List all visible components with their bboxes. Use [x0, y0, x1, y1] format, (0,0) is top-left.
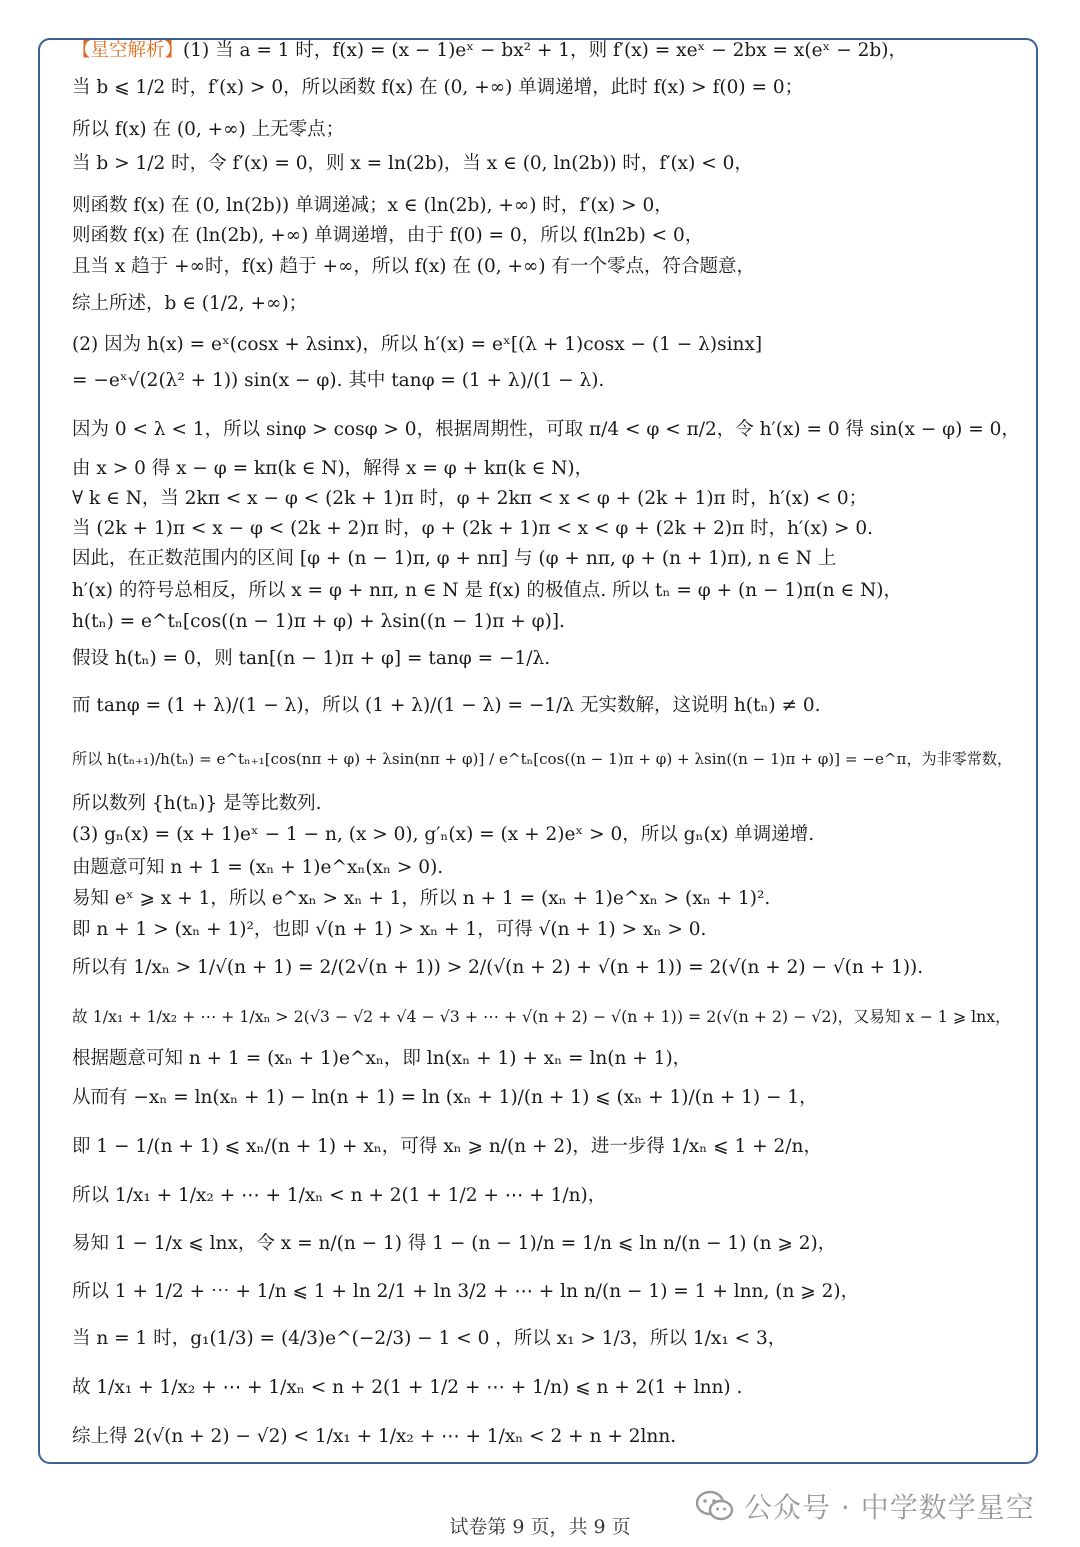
solution-line: = −eˣ√(2(λ² + 1)) sin(x − φ). 其中 tanφ = (1 + λ)/(1 − λ). — [72, 370, 605, 391]
solution-line: 而 tanφ = (1 + λ)/(1 − λ)，所以 (1 + λ)/(1 − λ) = −1/λ 无实数解，这说明 h(tₙ) ≠ 0. — [72, 695, 821, 716]
page-footer: 试卷第 9 页，共 9 页 — [449, 1516, 631, 1538]
solution-line: 所以 f(x) 在 (0, +∞) 上无零点； — [72, 119, 345, 140]
solution-line: 根据题意可知 n + 1 = (xₙ + 1)e^xₙ，即 ln(xₙ + 1) + xₙ = ln(n + 1)， — [72, 1048, 692, 1069]
solution-line: 且当 x 趋于 +∞时，f(x) 趋于 +∞，所以 f(x) 在 (0, +∞) 有一个零点，符合题意， — [72, 256, 755, 277]
solution-line: 当 b ⩽ 1/2 时，f′(x) > 0，所以函数 f(x) 在 (0, +∞) 单调递增，此时 f(x) > f(0) = 0； — [72, 77, 804, 98]
solution-line: 故 1/x₁ + 1/x₂ + ⋯ + 1/xₙ < n + 2(1 + 1/2 + ⋯ + 1/n) ⩽ n + 2(1 + lnn) . — [72, 1377, 743, 1398]
solution-line: 当 (2k + 1)π < x − φ < (2k + 2)π 时，φ + (2k + 1)π < x < φ + (2k + 2)π 时，h′(x) > 0. — [72, 518, 874, 539]
solution-line: 则函数 f(x) 在 (ln(2b), +∞) 单调递增，由于 f(0) = 0，所以 f(ln2b) < 0， — [72, 225, 704, 246]
solution-line-1: 【星空解析】(1) 当 a = 1 时，f(x) = (x − 1)eˣ − bx² + 1，则 f′(x) = xeˣ − 2bx = x(eˣ − 2b)， — [72, 40, 907, 61]
solution-line: 从而有 −xₙ = ln(xₙ + 1) − ln(n + 1) = ln (xₙ + 1)/(n + 1) ⩽ (xₙ + 1)/(n + 1) − 1， — [72, 1087, 818, 1108]
solution-line: h′(x) 的符号总相反，所以 x = φ + nπ, n ∈ N 是 f(x) 的极值点. 所以 tₙ = φ + (n − 1)π(n ∈ N)， — [72, 580, 902, 601]
watermark-text: 公众号 · 中学数学星空 — [744, 1491, 1035, 1524]
solution-line: (2) 因为 h(x) = eˣ(cosx + λsinx)，所以 h′(x) = eˣ[(λ + 1)cosx − (1 − λ)sinx] — [72, 334, 763, 355]
solution-line: ∀ k ∈ N，当 2kπ < x − φ < (2k + 1)π 时，φ + 2kπ < x < φ + (2k + 1)π 时，h′(x) < 0； — [72, 488, 868, 509]
solution-line: 由题意可知 n + 1 = (xₙ + 1)e^xₙ(xₙ > 0). — [72, 857, 444, 878]
solution-line: 易知 eˣ ⩾ x + 1，所以 e^xₙ > xₙ + 1，所以 n + 1 = (xₙ + 1)e^xₙ > (xₙ + 1)². — [72, 888, 771, 909]
solution-line: 当 n = 1 时，g₁(1/3) = (4/3)e^(−2/3) − 1 < 0 ，所以 x₁ > 1/3，所以 1/x₁ < 3， — [72, 1328, 787, 1349]
solution-line: 所以 1 + 1/2 + ⋯ + 1/n ⩽ 1 + ln 2/1 + ln 3/2 + ⋯ + ln n/(n − 1) = 1 + lnn, (n ⩾ 2)， — [72, 1281, 860, 1302]
solution-line: 所以 1/x₁ + 1/x₂ + ⋯ + 1/xₙ < n + 2(1 + 1/2 + ⋯ + 1/n)， — [72, 1185, 607, 1206]
solution-line: 因此，在正数范围内的区间 [φ + (n − 1)π, φ + nπ] 与 (φ + nπ, φ + (n + 1)π), n ∈ N 上 — [72, 548, 837, 569]
solution-line: 所以 h(tₙ₊₁)/h(tₙ) = e^tₙ₊₁[cos(nπ + φ) + λsin(nπ + φ)] / e^tₙ[cos((n − 1)π + φ) + λsin((n − 1)π + φ)] = −e^π，为非零常数， — [72, 750, 1013, 768]
solution-line: 当 b > 1/2 时，令 f′(x) = 0，则 x = ln(2b)，当 x ∈ (0, ln(2b)) 时，f′(x) < 0， — [72, 153, 753, 174]
solution-line: h(tₙ) = e^tₙ[cos((n − 1)π + φ) + λsin((n − 1)π + φ)]. — [72, 611, 565, 632]
solution-line: 综上所述，b ∈ (1/2, +∞)； — [72, 293, 308, 314]
solution-line: 综上得 2(√(n + 2) − √2) < 1/x₁ + 1/x₂ + ⋯ + 1/xₙ < 2 + n + 2lnn. — [72, 1426, 677, 1447]
solution-line: (3) gₙ(x) = (x + 1)eˣ − 1 − n, (x > 0), g′ₙ(x) = (x + 2)eˣ > 0，所以 gₙ(x) 单调递增. — [72, 824, 815, 845]
solution-line: 假设 h(tₙ) = 0，则 tan[(n − 1)π + φ] = tanφ = −1/λ. — [72, 648, 551, 669]
solution-line: 因为 0 < λ < 1，所以 sinφ > cosφ > 0，根据周期性，可取 π/4 < φ < π/2，令 h′(x) = 0 得 sin(x − φ) = 0， — [72, 419, 1020, 440]
solution-line: 故 1/x₁ + 1/x₂ + ⋯ + 1/xₙ > 2(√3 − √2 + √4 − √3 + ⋯ + √(n + 2) − √(n + 1)) = 2(√(n + 2) − √2)，又易知 x − 1 ⩾ lnx， — [72, 1007, 1011, 1026]
solution-line: 易知 1 − 1/x ⩽ lnx，令 x = n/(n − 1) 得 1 − (n − 1)/n = 1/n ⩽ ln n/(n − 1) (n ⩾ 2)， — [72, 1233, 837, 1254]
solution-line: 即 n + 1 > (xₙ + 1)²，也即 √(n + 1) > xₙ + 1，可得 √(n + 1) > xₙ > 0. — [72, 919, 707, 940]
solution-line: 所以有 1/xₙ > 1/√(n + 1) = 2/(2√(n + 1)) > 2/(√(n + 2) + √(n + 1)) = 2(√(n + 2) − √(n + 1)). — [72, 957, 924, 978]
solution-line: 即 1 − 1/(n + 1) ⩽ xₙ/(n + 1) + xₙ，可得 xₙ ⩾ n/(n + 2)，进一步得 1/xₙ ⩽ 1 + 2/n， — [72, 1136, 822, 1157]
solution-tag: 【星空解析】 — [72, 40, 184, 61]
solution-line: 由 x > 0 得 x − φ = kπ(k ∈ N)，解得 x = φ + kπ(k ∈ N)， — [72, 458, 594, 479]
solution-line: 则函数 f(x) 在 (0, ln(2b)) 单调递减；x ∈ (ln(2b), +∞) 时，f′(x) > 0， — [72, 195, 673, 216]
solution-line: 所以数列 {h(tₙ)} 是等比数列. — [72, 793, 322, 814]
